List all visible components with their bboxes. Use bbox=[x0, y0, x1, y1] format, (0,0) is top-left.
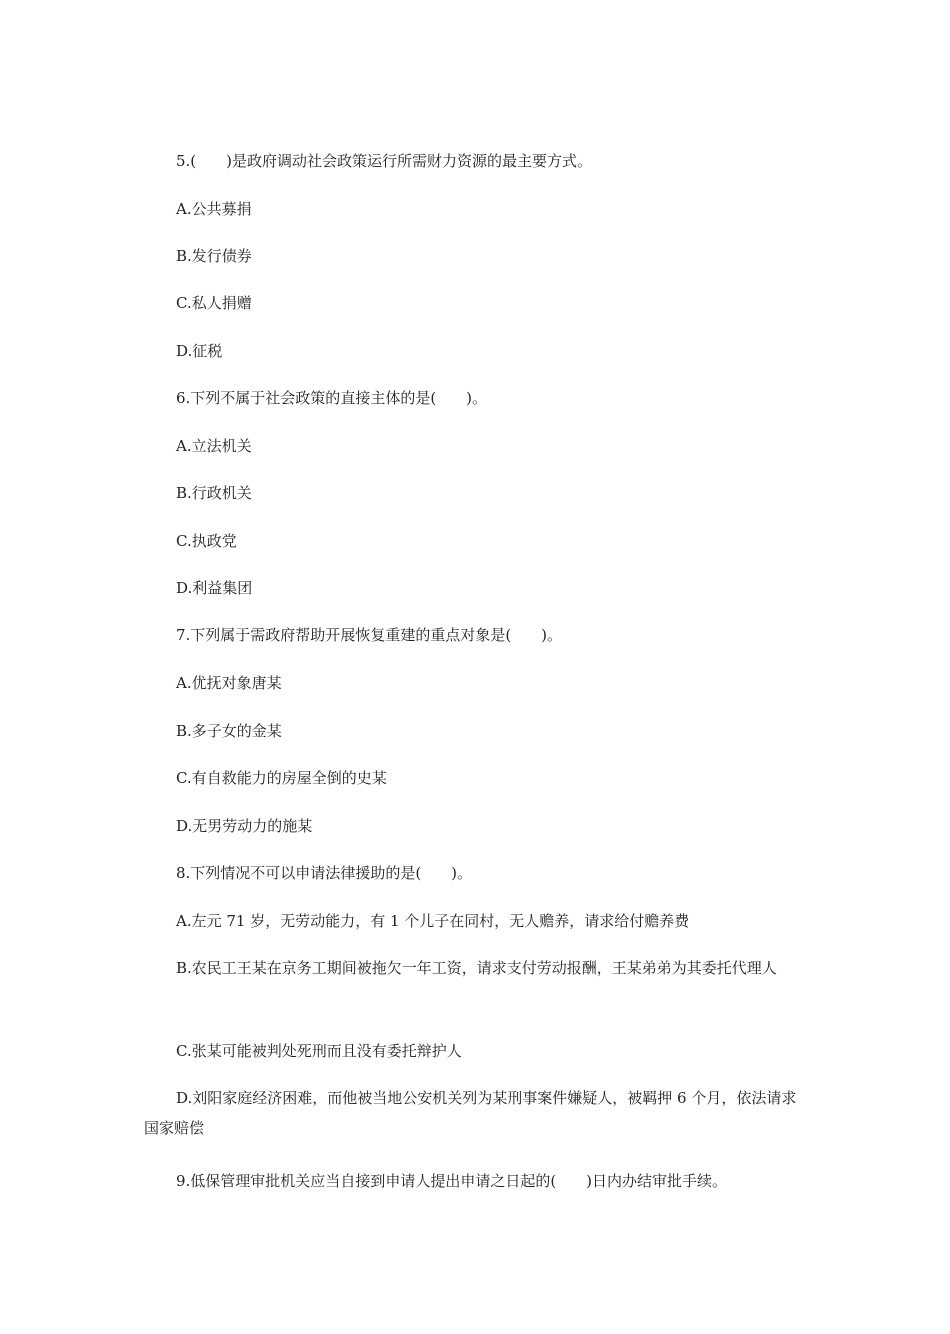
question-8-option-a: A.左元 71 岁，无劳动能力，有 1 个儿子在同村，无人赡养，请求给付赡养费 bbox=[176, 912, 690, 930]
question-9-stem: 9.低保管理审批机关应当自接到申请人提出申请之日起的( )日内办结审批手续。 bbox=[176, 1172, 728, 1190]
question-7-option-a: A.优抚对象唐某 bbox=[176, 674, 282, 692]
question-7-option-b: B.多子女的金某 bbox=[176, 722, 282, 740]
question-6-option-a: A.立法机关 bbox=[176, 437, 252, 455]
question-8-option-b: B.农民工王某在京务工期间被拖欠一年工资，请求支付劳动报酬，王某弟弟为其委托代理人 bbox=[176, 959, 777, 977]
question-8-option-d: D.刘阳家庭经济困难，而他被当地公安机关列为某刑事案件嫌疑人，被羁押 6 个月，依法请求国家赔偿 bbox=[144, 1089, 797, 1137]
question-5-option-c: C.私人捐赠 bbox=[176, 294, 252, 312]
question-7-stem: 7.下列属于需政府帮助开展恢复重建的重点对象是( )。 bbox=[176, 626, 563, 644]
question-6-stem: 6.下列不属于社会政策的直接主体的是( )。 bbox=[176, 389, 488, 407]
question-5-option-d: D.征税 bbox=[176, 342, 223, 360]
question-6-option-b: B.行政机关 bbox=[176, 484, 252, 502]
question-7-option-d: D.无男劳动力的施某 bbox=[176, 817, 313, 835]
question-6-option-c: C.执政党 bbox=[176, 532, 237, 550]
question-7-option-c: C.有自救能力的房屋全倒的史某 bbox=[176, 769, 387, 787]
question-5-option-b: B.发行债券 bbox=[176, 247, 252, 265]
question-8-stem: 8.下列情况不可以申请法律援助的是( )。 bbox=[176, 864, 473, 882]
question-8-option-c: C.张某可能被判处死刑而且没有委托辩护人 bbox=[176, 1042, 462, 1060]
question-6-option-d: D.利益集团 bbox=[176, 579, 253, 597]
question-5-stem: 5.( )是政府调动社会政策运行所需财力资源的最主要方式。 bbox=[176, 152, 593, 170]
question-5-option-a: A.公共募捐 bbox=[176, 200, 252, 218]
